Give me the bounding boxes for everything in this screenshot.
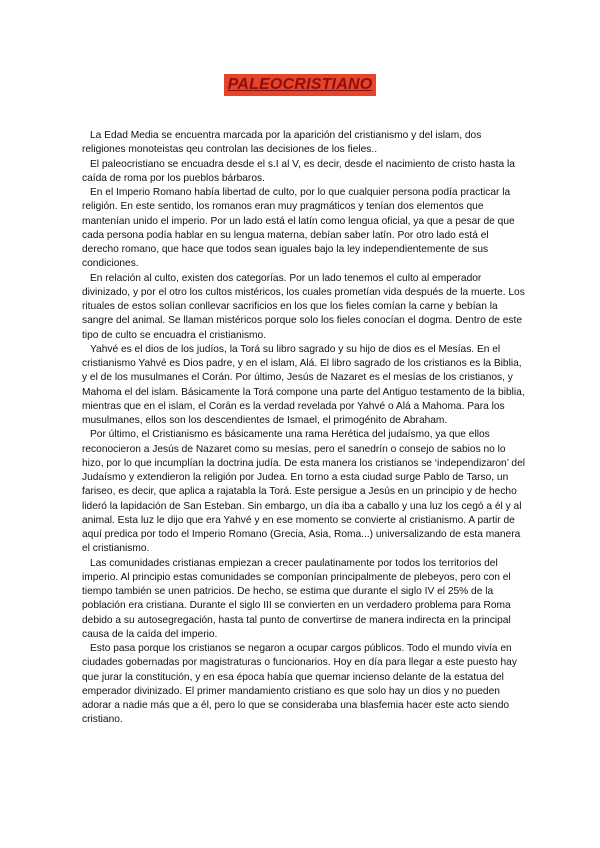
paragraph-7: Las comunidades cristianas empiezan a crecer paulatinamente por todos los territorios del imperio. Al principio estas comunidades se componían principalmente de plebeyos, pero con el tiempo también se unen patricios. De hecho, se estima que durante el siglo IV el 25% de la población era cristiana. Durante el siglo III se convierten en un verdadero problema para Roma debido a su autosegregación, hasta tal punto de convertirse de manera indirecta en la principal causa de la caída del imperio. — [82, 557, 511, 640]
paragraph-4: En relación al culto, existen dos categorías. Por un lado tenemos el culto al emperador divinizado, y por el otro los cultos mistéricos, los cuales prometían vida después de la muerte. Los rituales de estos solían conllevar sacrificios en los que los fieles comían la carne y bebían la sangre del animal. Se llaman mistéricos porque solo los fieles conocían el dogma. Dentro de este tipo de culto se encuadra el cristianismo. — [82, 272, 525, 341]
document-body — [82, 129, 526, 728]
paragraph-6: Por último, el Cristianismo es básicamente una rama Herética del judaísmo, ya que ellos reconocieron a Jesús de Nazaret como su mesías, pero el sanedrín o consejo de sabios no lo hizo, por lo que incumplían la doctrina judía. De esta manera los cristianos se ‘independizaron’ del Judaísmo y extendieron la religión por Judea. En torno a esta ciudad surge Pablo de Tarso, un fariseo, es decir, que aplica a rajatabla la Torá. Este persigue a Jesús en un principio y de hecho lideró la lapidación de San Esteban. Sin embargo, un día iba a caballo y una luz los cegó a él y al animal. Esta luz le dijo que era Yahvé y en ese momento se convierte al cristianismo. A partir de aquí predica por todo el Imperio Romano (Grecia, Asia, Roma...) universalizando de esta manera el cristianismo. — [82, 429, 526, 555]
page-title: PALEOCRISTIANO — [224, 74, 377, 96]
paragraph-1: La Edad Media se encuentra marcada por la aparición del cristianismo y del islam, dos religiones monoteistas qeu controlan las decisiones de los fieles.. — [82, 130, 482, 156]
paragraph-5: Yahvé es el dios de los judíos, la Torá su libro sagrado y su hijo de dios es el Mesías. En el cristianismo Yahvé es Dios padre, y en el islam, Alá. El libro sagrado de los cristianos es la Biblia, y el de los musulmanes el Corán. Por último, Jesús de Nazaret es el mesías de los cristianos, y Mahoma el del islam. Básicamente la Torá compone una parte del Antiguo testamento de la biblia, mientras que en el islam, el Corán es la verdad revelada por Yahvé o Alá a Mahoma. Para los musulmanes, ellos son los descendientes de Ismael, el primogénito de Abraham. — [82, 343, 525, 426]
paragraph-8: Esto pasa porque los cristianos se negaron a ocupar cargos públicos. Todo el mundo vivía en ciudades gobernadas por magistraturas o funcionarios. Hoy en día para llegar a este puesto hay que jurar la constitución, y en esa época había que quemar incienso delante de la estatua del emperador divinizado. El primer mandamiento cristiano es que solo hay un dios y no pueden adorar a nadie más que a él, pero lo que se consideraba una blasfemia hacer este acto siendo cristiano. — [82, 643, 517, 726]
paragraph-3: En el Imperio Romano había libertad de culto, por lo que cualquier persona podía practicar la religión. En este sentido, los romanos eran muy pragmáticos y tenían dos elementos que mantenían unido el imperio. Por un lado está el latín como lengua oficial, ya que a pesar de que cada persona podía hablar en su lengua materna, debían saber latín. Por otro lado está el derecho romano, que hace que todos sean iguales bajo la ley independientemente de sus condiciones. — [82, 187, 515, 270]
paragraph-2: El paleocristiano se encuadra desde el s.I al V, es decir, desde el nacimiento de cristo hasta la caída de roma por los pueblos bárbaros. — [82, 158, 515, 184]
title-container — [0, 74, 600, 96]
